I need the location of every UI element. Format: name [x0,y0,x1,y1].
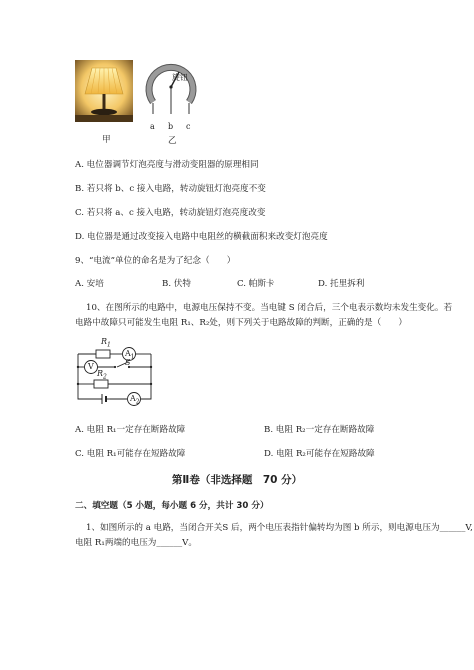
q10-stem-line2: 电路中故障只可能发生电阻 R₁、R₂处，则下列关于电路故障的判断，正确的是（ ） [75,318,407,328]
q8-option-b: B. 若只将 b、c 接入电路，转动旋钮灯泡亮度不变 [75,184,266,194]
terminal-b-label: b [168,122,174,131]
q9-option-b: B. 伏特 [162,279,191,289]
resistor-r2-label: $R_2$ [97,369,107,381]
q9-stem: 9、“电流”单位的命名是为了纪念（ ） [75,256,236,266]
switch-s-label: S [125,358,131,367]
ammeter-a2-label: $A_2$ [130,394,140,406]
potentiometer-diagram [141,58,201,126]
ammeter-a1-label: $A_1$ [125,349,135,361]
terminal-c-label: c [186,122,191,131]
q10-stem-line1: 10、在图所示的电路中，电源电压保持不变。当电键 S 闭合后，三个电表示数均未发生变化。若 [86,303,453,313]
fill1-line2: 电阻 R₁两端的电压为______V。 [75,538,197,548]
q10-option-b: B. 电阻 R₂一定存在断路故障 [264,425,375,435]
terminal-a-label: a [150,122,155,131]
q9-option-c: C. 帕斯卡 [237,279,275,289]
q8-option-c: C. 若只将 a、c 接入电路，转动旋钮灯泡亮度改变 [75,208,266,218]
figure-label-yi: 乙 [168,136,177,146]
knob-label: 旋钮 [172,73,188,82]
resistor-r1-label: $R_1$ [101,337,111,349]
circuit-diagram [72,336,154,412]
q9-option-d: D. 托里拆利 [318,279,365,289]
section2-title: 二、填空题（5 小题，每小题 6 分，共计 30 分） [75,501,269,511]
part2-title: 第Ⅱ卷（非选择题 70 分） [171,474,303,486]
q9-option-a: A. 安培 [75,279,104,289]
circuit-svg [72,336,154,412]
potentiometer-svg [141,58,201,126]
voltmeter-v-label: V [88,362,94,371]
q10-option-d: D. 电阻 R₂可能存在短路故障 [264,449,375,459]
lamp-illustration [75,60,133,122]
fill1-line1: 1、如图所示的 a 电路，当闭合开关S 后，两个电压表指针偏转均为图 b 所示，则电源电压为______V, [86,523,473,533]
q10-option-c: C. 电阻 R₁可能存在短路故障 [75,449,186,459]
q10-option-a: A. 电阻 R₁一定存在断路故障 [75,425,186,435]
q8-option-d: D. 电位器是通过改变接入电路中电阻丝的横截面积来改变灯泡亮度 [75,232,328,242]
lamp-photo [75,60,133,122]
figure-label-jia: 甲 [102,135,111,145]
q8-option-a: A. 电位器调节灯泡亮度与滑动变阻器的原理相同 [75,160,259,170]
